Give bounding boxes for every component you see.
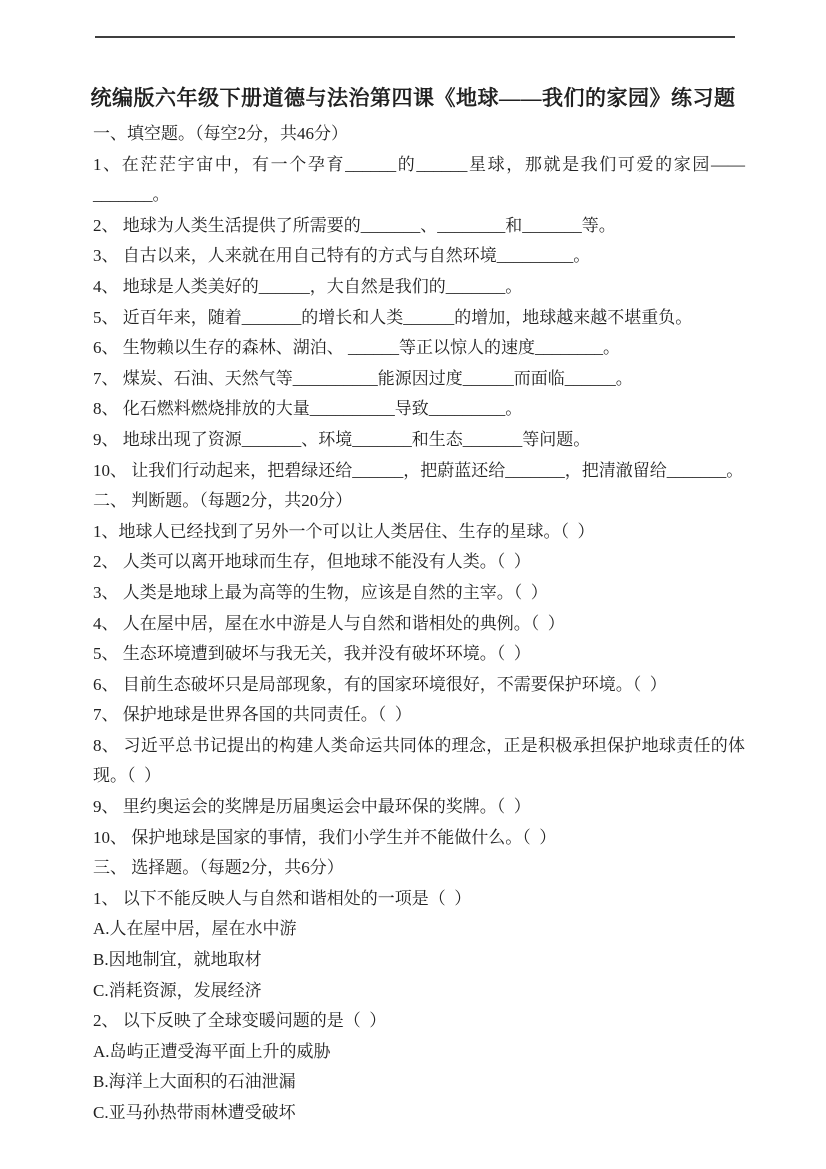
judgment-question-7: 7、 保护地球是世界各国的共同责任。（ ） <box>93 705 412 725</box>
judgment-question-9: 9、 里约奥运会的奖牌是历届奥运会中最环保的奖牌。（ ） <box>93 797 531 817</box>
choice-question-1-option-b: B.因地制宜，就地取材 <box>93 950 262 970</box>
choice-question-1-option-c: C.消耗资源，发展经济 <box>93 980 262 1000</box>
judgment-question-6: 6、 目前生态破坏只是局部现象，有的国家环境很好，不需要保护环境。（ ） <box>93 674 667 694</box>
fill-blank-question-2: 2、 地球为人类生活提供了所需要的_______、________和_______等。 <box>93 215 616 235</box>
choice-question-2-option-a: A.岛屿正遭受海平面上升的威胁 <box>93 1041 331 1061</box>
section-1-heading: 一、填空题。（每空2分，共46分） <box>93 124 348 143</box>
header-rule <box>95 36 735 38</box>
fill-blank-question-3: 3、 自古以来，人来就在用自己特有的方式与自然环境_________。 <box>93 246 591 266</box>
fill-blank-question-7: 7、 煤炭、石油、天然气等__________能源因过度______而面临______。 <box>93 368 633 388</box>
fill-blank-question-9: 9、 地球出现了资源_______、环境_______和生态_______等问题。 <box>93 429 591 449</box>
judgment-question-5: 5、 生态环境遭到破坏与我无关，我并没有破坏环境。（ ） <box>93 644 531 664</box>
judgment-question-3: 3、 人类是地球上最为高等的生物，应该是自然的主宰。（ ） <box>93 582 548 602</box>
judgment-question-1: 1、地球人已经找到了另外一个可以让人类居住、生存的星球。（ ） <box>93 521 595 541</box>
section-2-heading: 二、 判断题。（每题2分，共20分） <box>93 491 353 511</box>
fill-blank-question-8: 8、 化石燃料燃烧排放的大量__________导致_________。 <box>93 399 523 419</box>
fill-blank-question-5: 5、 近百年来，随着_______的增长和人类______的增加，地球越来越不堪重负。 <box>93 307 693 327</box>
worksheet-body <box>93 119 745 1129</box>
choice-question-2-stem: 2、 以下反映了全球变暖问题的是（ ） <box>93 1011 387 1031</box>
page-title: 统编版六年级下册道德与法治第四课《地球——我们的家园》练习题 <box>90 86 736 110</box>
choice-question-1-stem: 1、 以下不能反映人与自然和谐相处的一项是（ ） <box>93 888 472 908</box>
fill-blank-question-6: 6、 生物赖以生存的森林、湖泊、 ______等正以惊人的速度________。 <box>93 338 620 358</box>
judgment-question-4: 4、 人在屋中居，屋在水中游是人与自然和谐相处的典例。（ ） <box>93 613 565 633</box>
fill-blank-question-10: 10、 让我们行动起来，把碧绿还给______，把蔚蓝还给_______，把清澈留给_______。 <box>93 460 744 480</box>
judgment-question-10: 10、 保护地球是国家的事情，我们小学生并不能做什么。（ ） <box>93 827 557 847</box>
choice-question-2-option-c: C.亚马孙热带雨林遭受破坏 <box>93 1103 296 1122</box>
choice-question-1-option-a: A.人在屋中居，屋在水中游 <box>93 919 297 939</box>
fill-blank-question-1: 1、在茫茫宇宙中，有一个孕育______的______星球，那就是我们可爱的家园——_______。 <box>93 154 745 205</box>
section-3-heading: 三、 选择题。（每题2分，共6分） <box>93 858 344 878</box>
fill-blank-question-4: 4、 地球是人类美好的______，大自然是我们的_______。 <box>93 276 523 296</box>
judgment-question-8: 8、 习近平总书记提出的构建人类命运共同体的理念，正是积极承担保护地球责任的体现。（ ） <box>93 735 745 786</box>
judgment-question-2: 2、 人类可以离开地球而生存，但地球不能没有人类。（ ） <box>93 552 531 572</box>
choice-question-2-option-b: B.海洋上大面积的石油泄漏 <box>93 1072 296 1092</box>
